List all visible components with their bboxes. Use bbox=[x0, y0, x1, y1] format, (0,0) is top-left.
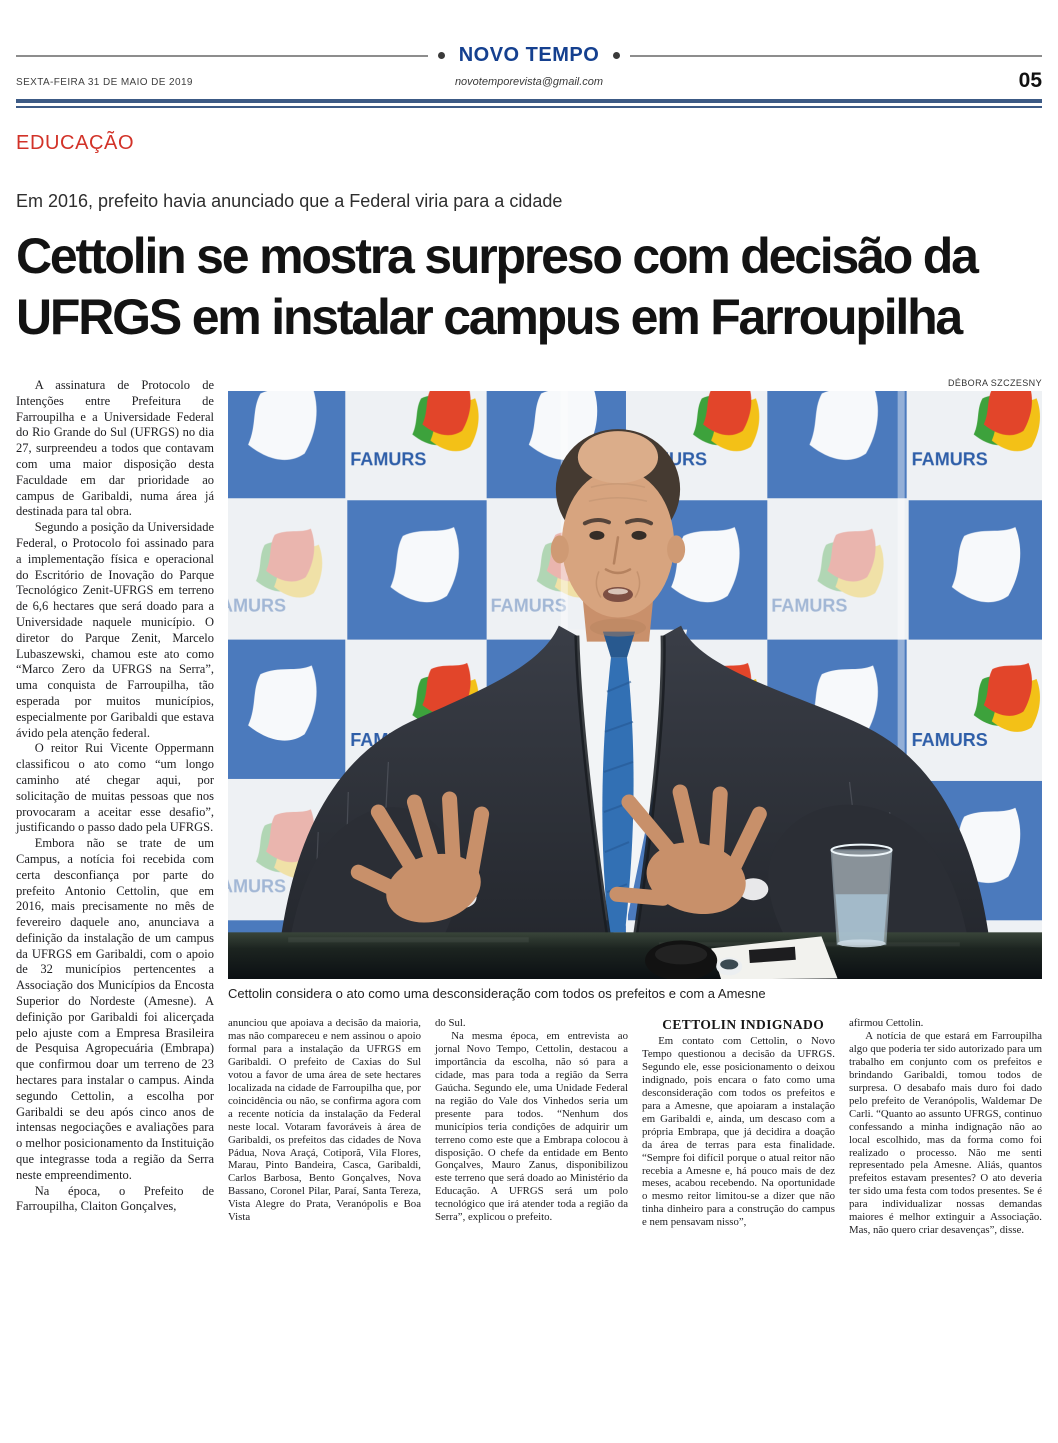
ear-left bbox=[551, 535, 569, 563]
photo-credit: DÉBORA SZCZESNY bbox=[947, 378, 1042, 388]
paragraph: afirmou Cettolin. bbox=[849, 1017, 924, 1030]
photo-caption: Cettolin considera o ato como uma desconsideração com todos os prefeitos e com a Amesne bbox=[228, 986, 766, 1002]
paragraph: O reitor Rui Vicente Oppermann classificou o ato como “um longo caminho até chegar aqui, por solicitação de muitas pessoas que nos provocaram a aceitar esse desafio”, justificando o passo dado pela UFRGS. bbox=[16, 741, 214, 835]
paragraph: Na mesma época, em entrevista ao jornal Novo Tempo, Cettolin, destacou a importância da escolha, não só para a cidade, mas para toda a região da Serra Gaúcha. Segundo ele, uma Unidade Federal na região do Vale dos Vinhedos seria um presente para todos. “Nenhum dos municípios teria condições de adquirir um terreno como este que a Embrapa colocou à disposição. O chefe da entidade em Bento Gonçalves, Mauro Zanus, disponibilizou este terreno que será doado ao Ministério da Educação. A UFRGS será um polo tecnológico que irá atender toda a região da Serra”, explicou o prefeito. bbox=[435, 1030, 628, 1224]
masthead bbox=[16, 44, 1042, 67]
paragraph: A assinatura de Protocolo de Intenções entre Prefeitura de Farroupilha e a Universidade Federal do Rio Grande do Sul (UFRGS) no dia 27, surpreendeu a todos que contavam com uma maior disposição desta Faculdade em dar prioridade ao campus de Garibaldi, numa área já destinada para tal obra. bbox=[16, 378, 214, 519]
column-3 bbox=[435, 1017, 628, 1236]
masthead-rule-right bbox=[630, 55, 1042, 57]
edition-date: SEXTA-FEIRA 31 DE MAIO DE 2019 bbox=[16, 77, 193, 88]
teeth bbox=[608, 588, 628, 594]
column-1 bbox=[16, 378, 214, 1237]
microphone-highlight bbox=[655, 944, 707, 964]
headline-line-1: Cettolin se mostra surpreso com decisão da bbox=[16, 228, 977, 284]
section-label: EDUCAÇÃO bbox=[16, 132, 135, 154]
lower-columns bbox=[228, 1017, 1042, 1236]
paragraph: Embora não se trate de um Campus, a notícia foi recebida com certa desconfiança por parte do prefeito Antonio Cettolin, que em 2016, mais precisamente no mês de fevereiro daquele ano, anunciava a definição da instalação de um campus da UFRGS em Garibaldi, com o apoio de 32 municípios pertencentes a Associação dos Municípios da Encosta Superior do Nordeste (Amesne). A definição por Garibaldi foi alicerçada pelo ajuste com a Empresa Brasileira de Pesquisa Agropecuária (Embrapa) que confirmou doar um terreno de 23 hectares para instalar o campus. Ainda segundo Cettolin, a escolha por Garibaldi se deu após cinco anos de intensas negociações e avaliações para o melhor posicionamento da Instituição que integrasse toda a região da Serra neste empreendimento. bbox=[16, 836, 214, 1182]
article-right-area bbox=[228, 378, 1042, 1237]
paragraph: A notícia de que estará em Farroupilha algo que poderia ter sido autorizado para um trabalho em conjunto com os prefeitos e brindando Garibaldi, tomou todos de surpresa. O desabafo mais duro foi dado pelo prefeito de Veranópolis, Waldemar De Carli. “Quanto ao assunto UFRGS, continuo confessando a minha indignação não ao local escolhido, mas da forma como foi realizado o processo. Não me senti representado pela Amesne. Aliás, quantos prefeitos estavam presentes? O ato deveria ter sido uma festa com todos presentes. Se é para individualizar nossas demandas maiores é melhor extinguir a Associação. Mas, não quero criar desavenças”, disse. bbox=[849, 1030, 1042, 1236]
masthead-right-dot bbox=[613, 52, 620, 59]
paragraph: do Sul. bbox=[435, 1017, 466, 1030]
header-double-rule bbox=[16, 99, 1042, 108]
photo-figure bbox=[228, 378, 1042, 1001]
column-2 bbox=[228, 1017, 421, 1236]
eye-left bbox=[589, 531, 604, 540]
paragraph: Segundo a posição da Universidade Federal, o Protocolo foi assinado para a implementação física e operacional do Escritório de Inovação do Parque Tecnológico Zenit-UFRGS em terreno de 6,6 hectares que será doado para a Universidade naquele município. O diretor do Parque Zenit, Marcelo Lubaszewski, chamou este ato como “Marco Zero da UFRGS na Serra”, uma conquista de Farroupilha, tão esperada por muitos municípios, especialmente por Garibaldi que estava ávido pela atenção federal. bbox=[16, 520, 214, 740]
chin-shadow bbox=[590, 619, 646, 637]
eye-right bbox=[631, 531, 646, 540]
water-glass bbox=[831, 845, 891, 948]
masthead-title: NOVO TEMPO bbox=[458, 44, 600, 66]
paragraph: Em contato com Cettolin, o Novo Tempo questionou a decisão da UFRGS. Segundo ele, esse posicionamento o deixou indignado, pois encara o fato como uma desconsideração com todos os prefeitos e para a Amesne, que apoiaram a instalação em Garibaldi e, ainda, um descaso com a própria Embrapa, que já decidira a doação da área de terras para esta finalidade. “Sempre foi difícil porque o atual reitor não recebia a Amesne e, há pouco mais de dez meses, acabou recebendo. Na oportunidade o mesmo reitor limitou-se a dizer que não tinha dinheiro para a construção do campus e nem pensavam nisso”, bbox=[642, 1035, 835, 1229]
cup-opening bbox=[720, 959, 738, 969]
contact-email: novotemporevista@gmail.com bbox=[454, 76, 604, 88]
column-4 bbox=[642, 1017, 835, 1236]
headline-line-2: UFRGS em instalar campus em Farroupilha bbox=[16, 289, 962, 345]
kicker: Em 2016, prefeito havia anunciado que a Federal viria para a cidade bbox=[16, 191, 563, 211]
paragraph: anunciou que apoiava a decisão da maioria, mas não compareceu e nem assinou o apoio formal para a instalação da UFRGS em Garibaldi. O prefeito de Caxias do Sul votou a favor de uma área de sete hectares localizada na cidade de Farroupilha que, por coincidência ou não, se confirma agora com a recente notícia da instalação da Federal neste local. Votaram favoráveis à área de Garibaldi, os prefeitos das cidades de Nova Pádua, Nova Araçá, Cotiporã, Vila Flores, Marau, Pinto Bandeira, Casca, Garibaldi, Carlos Barbosa, Bento Gonçalves, Nova Bassano, Coronel Pilar, Paraí, Santa Tereza, Vista Alegre do Prata, Veranópolis e Boa Vista bbox=[228, 1017, 421, 1224]
masthead-rule-left bbox=[16, 55, 428, 57]
subhead-cettolin-indignado: CETTOLIN INDIGNADO bbox=[662, 1017, 825, 1033]
press-conference-photo bbox=[228, 391, 1042, 979]
article-body bbox=[16, 378, 1042, 1237]
masthead-left-dot bbox=[438, 52, 445, 59]
page-number: 05 bbox=[1018, 69, 1042, 92]
bald-crown bbox=[578, 431, 658, 483]
paragraph: Na época, o Prefeito de Farroupilha, Claiton Gonçalves, bbox=[16, 1183, 214, 1214]
column-5 bbox=[849, 1017, 1042, 1236]
masthead-info-row bbox=[16, 69, 1042, 95]
headline bbox=[16, 226, 1042, 348]
column-4-text bbox=[642, 1035, 835, 1229]
ear-right bbox=[667, 535, 685, 563]
